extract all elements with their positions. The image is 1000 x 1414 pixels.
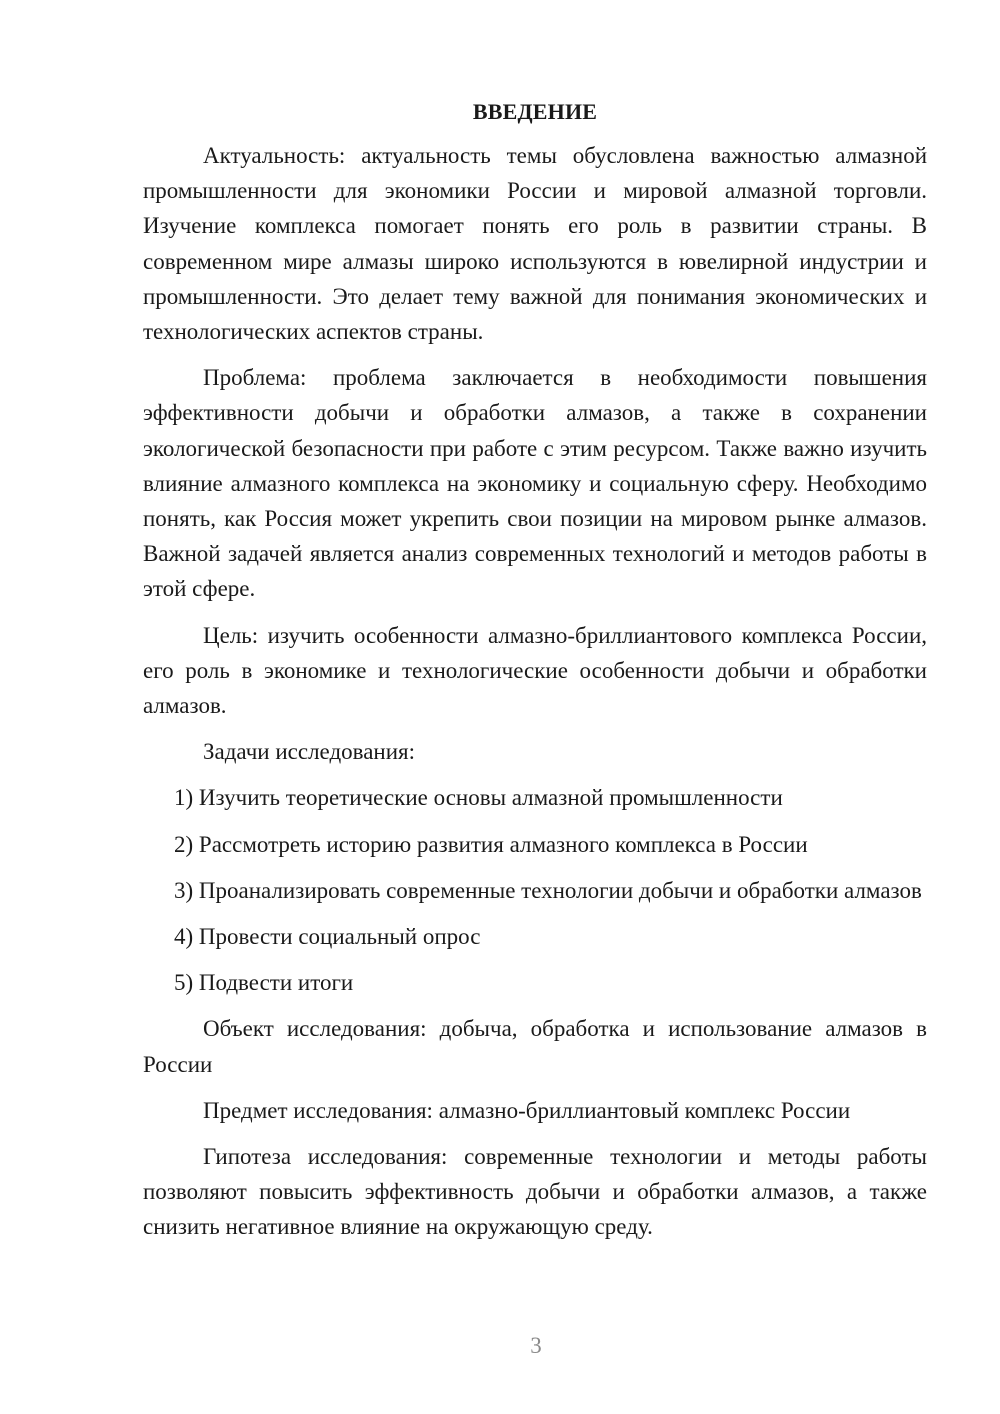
relevance-paragraph: Актуальность: актуальность темы обусловлена важностью алмазной промышленности для экономики России и мировой алмазной торговли. Изучение комплекса помогает понять его роль в развитии страны. В современном мире алмазы широко используются в ювелирной индустрии и промышленности. Это делает тему важной для понимания экономических и технологических аспектов страны.: [143, 143, 927, 345]
page-number: 3: [530, 1333, 542, 1358]
task-item: 2) Рассмотреть историю развития алмазного комплекса в России: [174, 831, 808, 857]
task-item: 5) Подвести итоги: [174, 970, 354, 996]
task-item: 4) Провести социальный опрос: [174, 924, 481, 950]
tasks-list: [143, 780, 927, 1000]
task-item: 1) Изучить теоретические основы алмазной промышленности: [174, 785, 783, 811]
problem-paragraph: Проблема: проблема заключается в необходимости повышения эффективности добычи и обработки алмазов, а также в сохранении экологической безопасности при работе с этим ресурсом. Также важно изучить влияние алмазного комплекса на экономику и социальную сферу. Необходимо понять, как Россия может укрепить свои позиции на мировом рынке алмазов. Важной задачей является анализ современных технологий и методов работы в этой сфере.: [143, 365, 927, 602]
hypothesis-paragraph: Гипотеза исследования: современные технологии и методы работы позволяют повысить эффективность добычи и обработки алмазов, а также снизить негативное влияние на окружающую среду.: [143, 1144, 927, 1240]
tasks-heading: Задачи исследования:: [203, 739, 416, 765]
subject-paragraph: Предмет исследования: алмазно-бриллиантовый комплекс России: [203, 1097, 851, 1123]
goal-paragraph: Цель: изучить особенности алмазно-бриллиантового комплекса России, его роль в экономике и технологические особенности добычи и обработки алмазов.: [143, 622, 927, 719]
page-title: ВВЕДЕНИЕ: [472, 99, 598, 124]
object-paragraph: Объект исследования: добыча, обработка и использование алмазов в России: [143, 1016, 927, 1077]
page-content: [143, 96, 927, 1256]
task-item: 3) Проанализировать современные технологии добычи и обработки алмазов: [174, 877, 922, 903]
